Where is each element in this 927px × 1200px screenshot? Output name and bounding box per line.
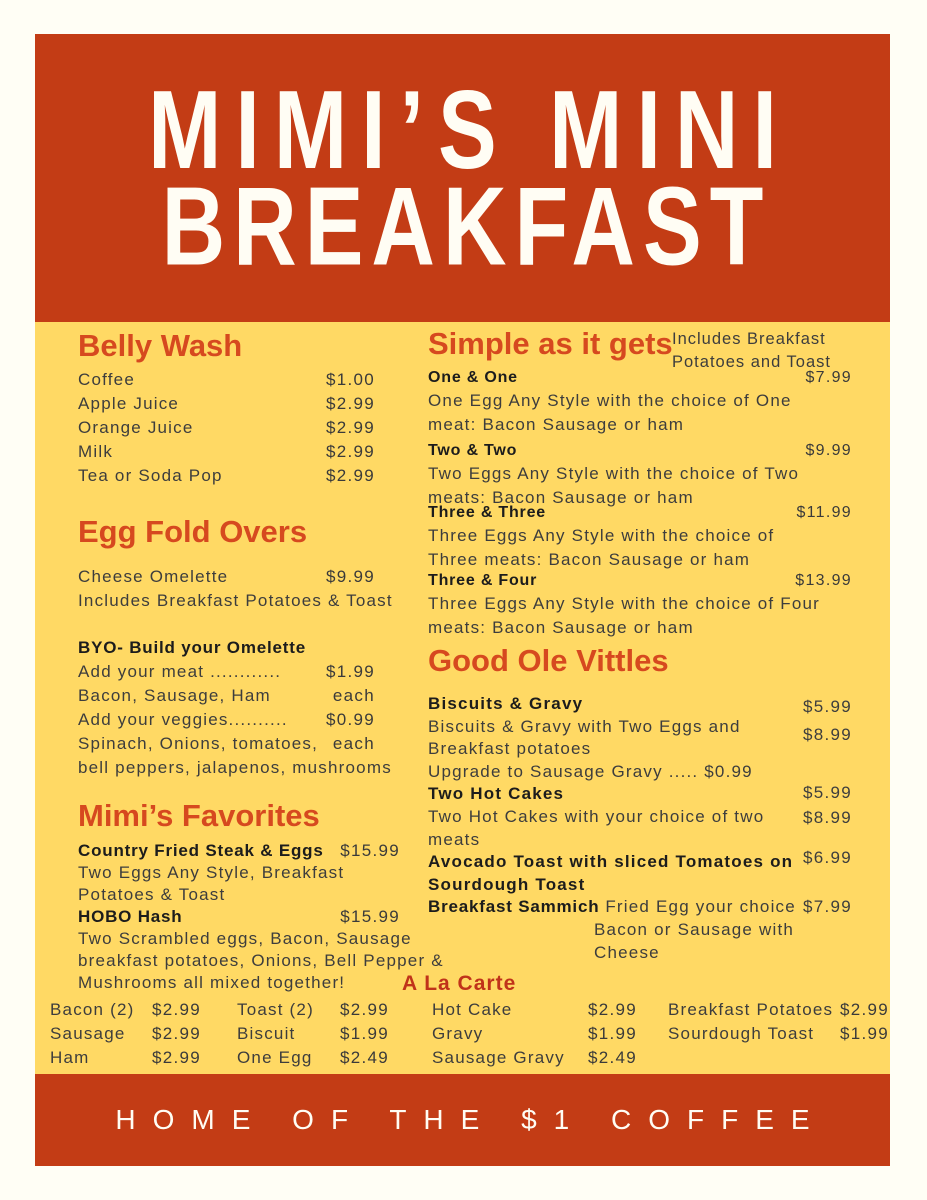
item-price: $1.00 <box>325 370 375 389</box>
menu-body <box>35 322 890 1074</box>
item-desc: Two Scrambled eggs, Bacon, Sausage <box>78 929 412 948</box>
item-price: $7.99 <box>805 369 852 386</box>
item-name: Bacon (2) <box>50 1000 135 1019</box>
item-price: $15.99 <box>340 841 400 860</box>
menu-item-row <box>428 501 852 524</box>
item-name: Coffee <box>78 370 135 389</box>
item-name: Sausage <box>50 1024 126 1043</box>
note-line: Includes Breakfast <box>672 330 826 348</box>
item-name: Two Hot Cakes <box>428 784 565 804</box>
item-price: $2.99 <box>152 1000 202 1019</box>
item-price: each <box>332 734 375 753</box>
item-name: Sourdough Toast <box>428 874 586 894</box>
menu-item-row <box>78 684 375 708</box>
item-name: Avocado Toast with sliced Tomatoes on <box>428 852 794 872</box>
item-price: $1.99 <box>325 662 375 681</box>
item-price: $2.99 <box>325 442 375 461</box>
item-name: Sausage Gravy <box>432 1048 565 1067</box>
item-name: Biscuits & Gravy <box>428 694 584 713</box>
item-price: $5.99 <box>802 697 852 716</box>
item-price <box>840 1046 889 1070</box>
item-desc: Cheese <box>594 942 660 962</box>
item-price: $2.49 <box>588 1048 638 1067</box>
item-desc: Biscuits & Gravy with Two Eggs and <box>428 716 741 736</box>
item-price: $7.99 <box>802 897 852 916</box>
menu-item-row <box>78 392 375 416</box>
header-banner <box>35 34 890 322</box>
item-desc: Three Eggs Any Style with the choice of Four <box>428 594 821 613</box>
menu-item-row <box>78 368 375 392</box>
item-price: $1.99 <box>588 1024 638 1043</box>
menu-item <box>428 501 852 572</box>
menu-item-row <box>428 366 852 389</box>
item-name: Milk <box>78 442 114 461</box>
item-price: $8.99 <box>802 808 852 827</box>
item-name: Bacon, Sausage, Ham <box>78 686 271 705</box>
item-name: Biscuit <box>237 1024 296 1043</box>
menu-item-row <box>78 416 375 440</box>
item-name: One Egg <box>237 1048 313 1067</box>
menu-item-row <box>78 732 375 756</box>
menu-item-row <box>428 896 852 919</box>
menu-item-row <box>78 440 375 464</box>
item-desc: meats: Bacon Sausage or ham <box>428 618 694 637</box>
item-desc: Three meats: Bacon Sausage or ham <box>428 550 751 569</box>
item-price: $2.99 <box>152 1024 202 1043</box>
item-price: $2.99 <box>325 418 375 437</box>
item-price: $5.99 <box>802 783 852 802</box>
item-desc: meat: Bacon Sausage or ham <box>428 415 685 434</box>
menu-item-row <box>78 840 400 862</box>
item-name: One & One <box>428 369 518 386</box>
item-price: $13.99 <box>795 572 852 589</box>
menu-item-row <box>78 565 375 589</box>
item-name: Toast (2) <box>237 1000 314 1019</box>
footer-banner <box>35 1074 890 1166</box>
item-desc: Breakfast potatoes <box>428 739 592 759</box>
item-name: Two & Two <box>428 442 518 459</box>
item-price: $1.99 <box>340 1024 390 1043</box>
item-price: $0.99 <box>325 710 375 729</box>
item-desc: Three Eggs Any Style with the choice of <box>428 526 775 545</box>
item-price: $11.99 <box>796 504 852 521</box>
item-desc: meats: Bacon Sausage or ham <box>428 488 694 507</box>
item-desc: Two Eggs Any Style, Breakfast <box>78 863 345 882</box>
item-desc: Two Eggs Any Style with the choice of Two <box>428 464 800 483</box>
item-price: $1.99 <box>840 1024 890 1043</box>
item-price: $6.99 <box>802 848 852 867</box>
item-name: Spinach, Onions, tomatoes, <box>78 734 319 753</box>
restaurant-title <box>134 66 791 289</box>
item-desc: Potatoes & Toast <box>78 885 226 904</box>
item-name: Breakfast Potatoes <box>668 1000 834 1019</box>
item-name: Breakfast Sammich <box>428 897 600 917</box>
item-name: Three & Three <box>428 504 546 521</box>
belly-wash-list <box>78 368 375 488</box>
item-name: Country Fried Steak & Eggs <box>78 841 324 860</box>
item-desc: meats <box>428 829 481 849</box>
item-name: Add your meat ............ <box>78 662 282 681</box>
menu-item-row <box>428 569 852 592</box>
item-name: Gravy <box>432 1024 484 1043</box>
item-name: Sourdough Toast <box>668 1024 815 1043</box>
menu-item <box>428 366 852 437</box>
item-name: Add your veggies.......... <box>78 710 288 729</box>
title-line-1: MIMI’S MINI <box>148 66 791 192</box>
item-desc: Bacon or Sausage with <box>594 919 795 939</box>
byo-omelette-block <box>78 636 392 780</box>
menu-item-row <box>78 906 400 928</box>
item-name: Cheese Omelette <box>78 567 229 586</box>
item-desc: Fried Egg your choice <box>605 897 796 917</box>
item-price: $9.99 <box>805 442 852 459</box>
item-desc: One Egg Any Style with the choice of One <box>428 391 792 410</box>
item-price: $9.99 <box>325 567 375 586</box>
menu-item-row <box>78 660 375 684</box>
item-price: $2.99 <box>340 1000 390 1019</box>
item-name: Ham <box>50 1048 90 1067</box>
footer-tagline: HOME OF THE $1 COFFEE <box>115 1104 827 1135</box>
menu-item-row <box>78 708 375 732</box>
section-title-a-la-carte: A La Carte <box>402 972 517 995</box>
good-ole-vittles-block <box>428 693 852 964</box>
note-line: Potatoes and Toast <box>672 352 831 371</box>
item-desc: Two Hot Cakes with your choice of two <box>428 806 765 826</box>
item-desc: breakfast potatoes, Onions, Bell Pepper & <box>78 951 444 970</box>
item-name: Three & Four <box>428 572 538 589</box>
item-name: Apple Juice <box>78 394 180 413</box>
item-price: $8.99 <box>802 725 852 744</box>
item-price: each <box>332 686 375 705</box>
item-price: $2.99 <box>588 1000 638 1019</box>
section-title-simple-as-it-gets: Simple as it gets <box>428 326 673 361</box>
title-line-2: BREAKFAST <box>161 162 772 289</box>
item-name: Tea or Soda Pop <box>78 466 223 485</box>
egg-fold-overs-main <box>78 565 393 613</box>
section-title-egg-fold-overs: Egg Fold Overs <box>78 514 308 549</box>
item-name: Orange Juice <box>78 418 194 437</box>
item-price: $2.99 <box>325 466 375 485</box>
menu-item-row <box>78 464 375 488</box>
item-price: $15.99 <box>340 907 400 926</box>
item-price: $2.99 <box>840 1000 890 1019</box>
menu-item <box>428 439 852 510</box>
section-title-belly-wash: Belly Wash <box>78 328 243 363</box>
item-price: $2.49 <box>340 1048 390 1067</box>
left-a-la-carte-table <box>50 998 425 1070</box>
menu-item-row <box>428 439 852 462</box>
byo-title: BYO- Build your Omelette <box>78 638 306 657</box>
item-name <box>668 1046 840 1070</box>
item-desc: Mushrooms all mixed together! <box>78 973 346 992</box>
item-price: $2.99 <box>325 394 375 413</box>
mimis-favorites-block <box>78 840 444 994</box>
item-name: Hot Cake <box>432 1000 513 1019</box>
byo-veggies-line2: bell peppers, jalapenos, mushrooms <box>78 758 392 777</box>
menu-item <box>428 569 852 640</box>
a-la-carte-table <box>432 998 890 1070</box>
item-note: Includes Breakfast Potatoes & Toast <box>78 591 393 610</box>
upgrade-note: Upgrade to Sausage Gravy ..... $0.99 <box>428 761 753 781</box>
section-title-mimis-favorites: Mimi’s Favorites <box>78 798 320 833</box>
item-price: $2.99 <box>152 1048 202 1067</box>
item-name: HOBO Hash <box>78 907 183 926</box>
section-title-good-ole-vittles: Good Ole Vittles <box>428 643 669 678</box>
